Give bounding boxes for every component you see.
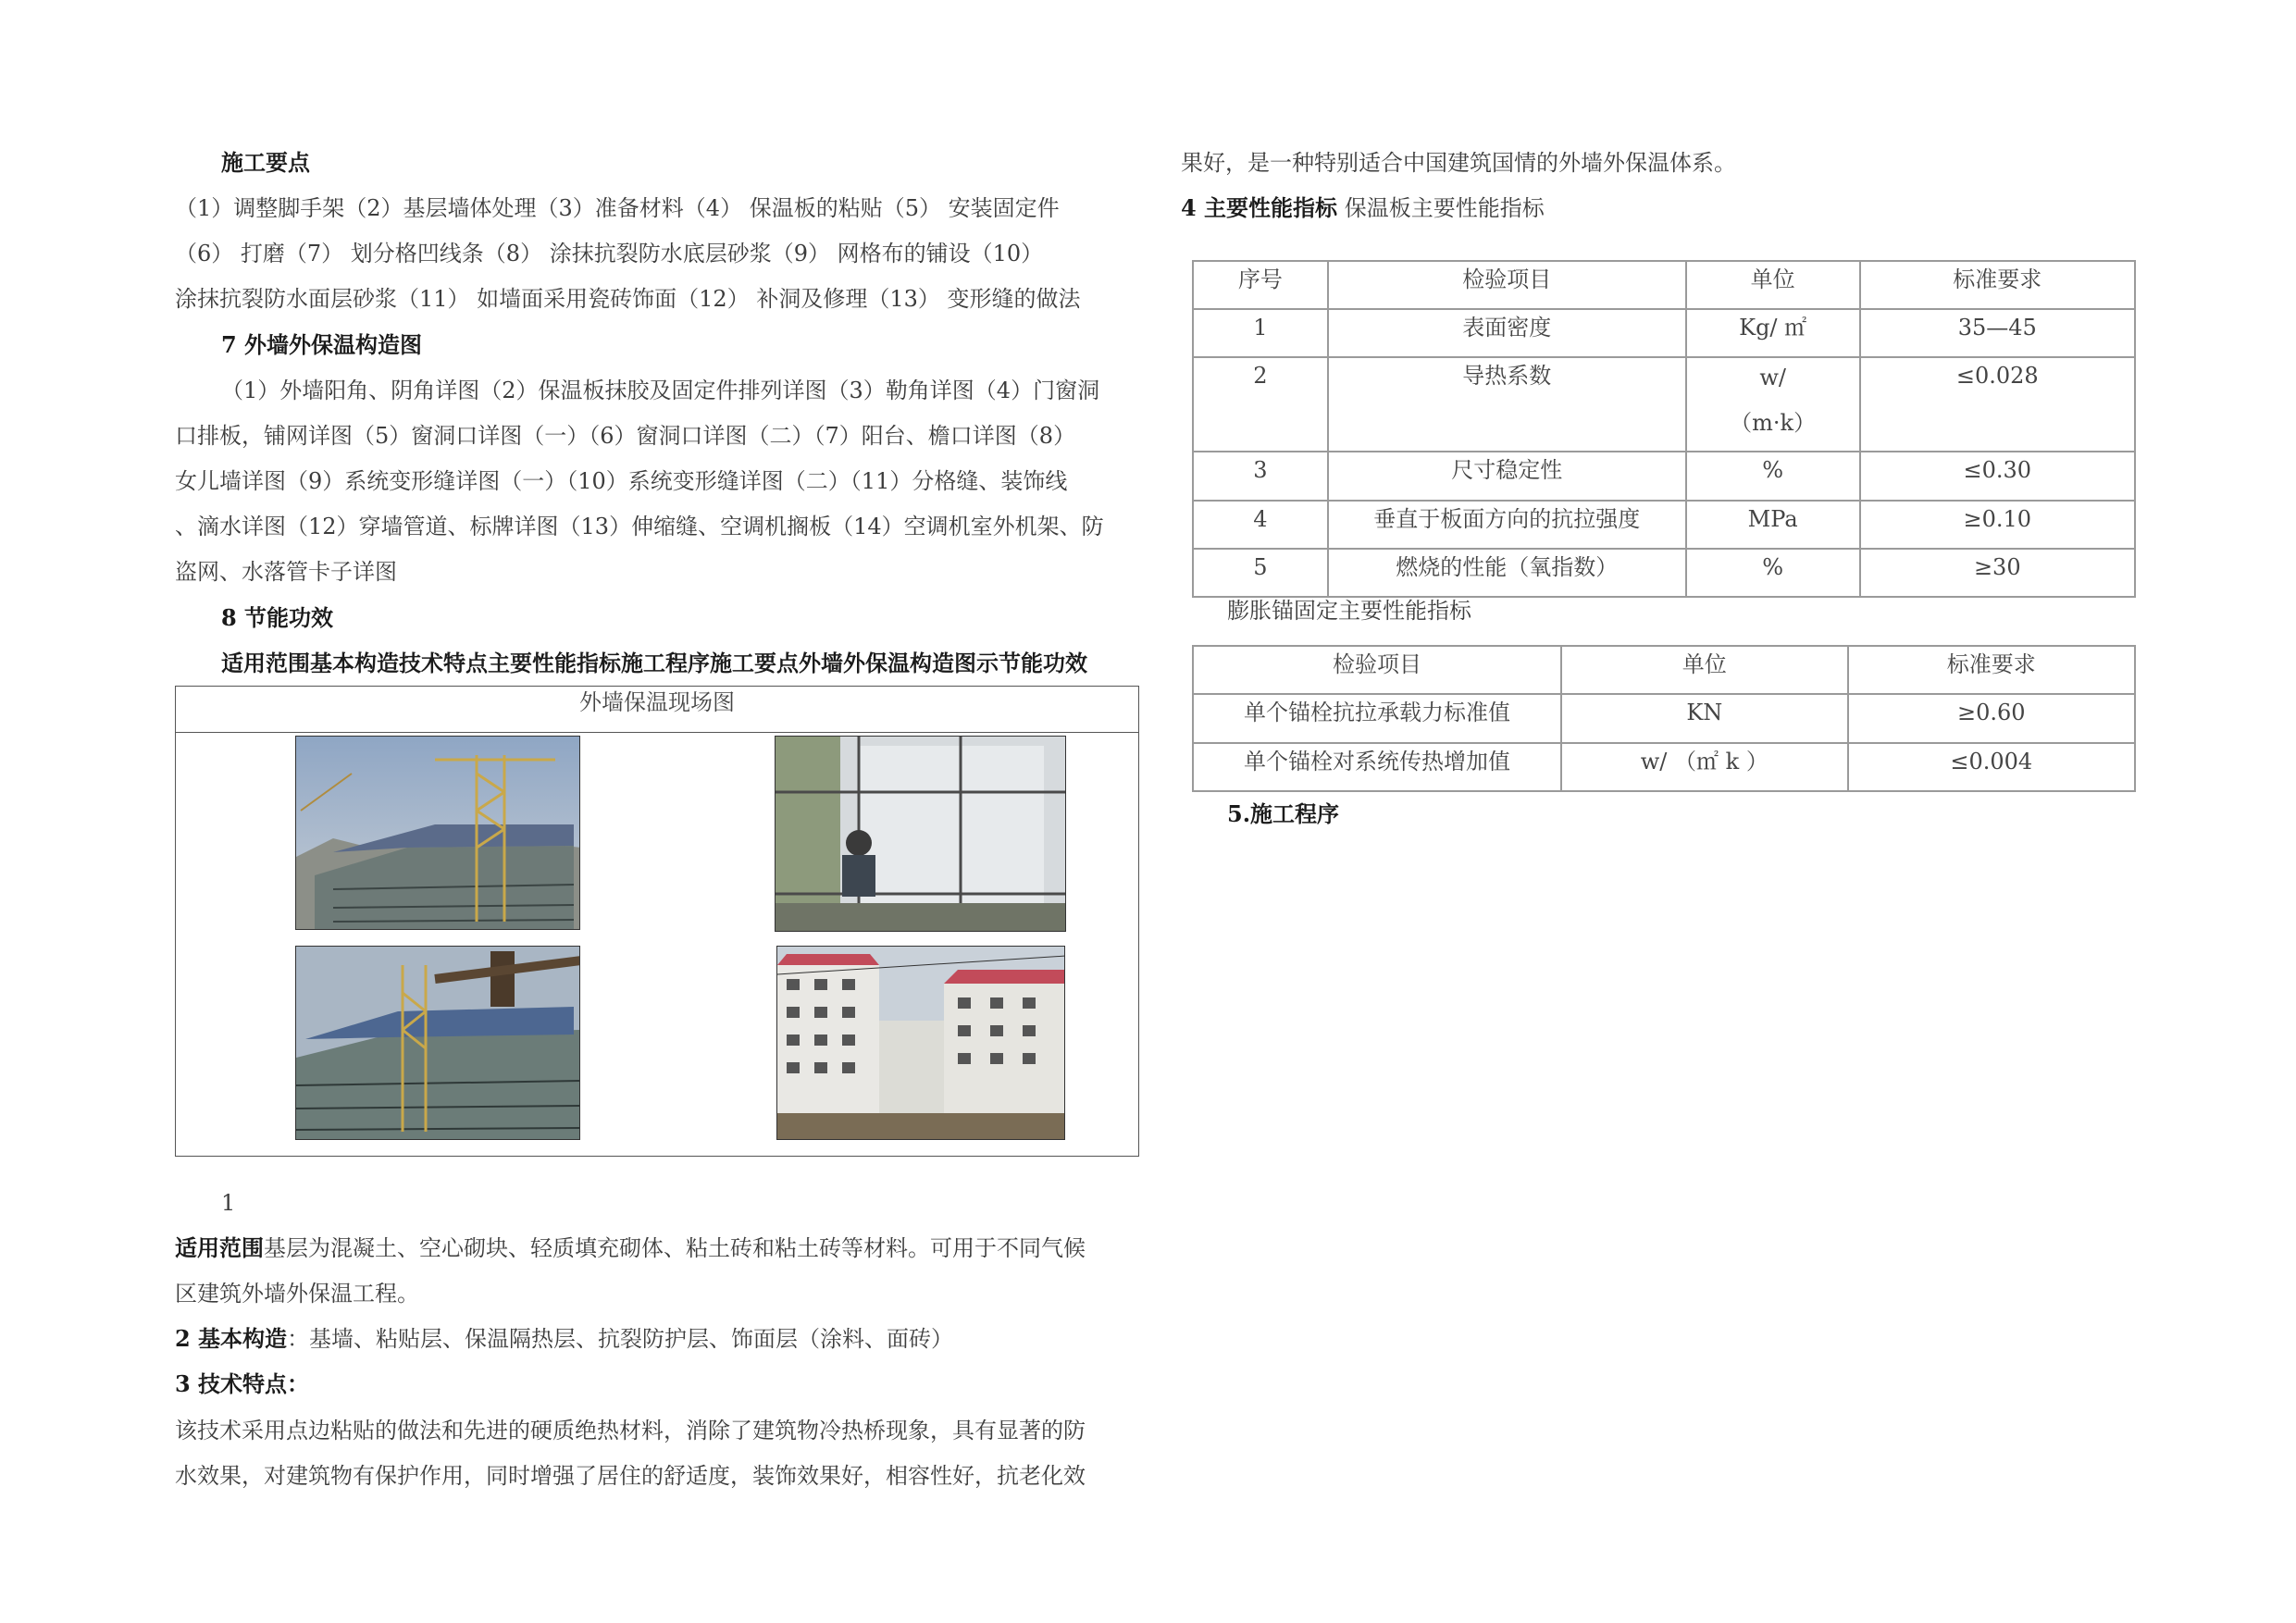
table1-cell-unit: Kg/ ㎡	[1686, 309, 1860, 357]
tech-line-2: 水效果，对建筑物有保护作用，同时增强了居住的舒适度，装饰效果好，相容性好，抗老化效	[175, 1463, 1086, 1489]
insulation-board-spec-table	[1192, 260, 2136, 598]
table1-cell-item: 表面密度	[1328, 309, 1686, 357]
table1-cell-no: 1	[1193, 309, 1328, 357]
scope-line-2: 区建筑外墙外保温工程。	[175, 1281, 419, 1307]
table1-cell-no: 5	[1193, 549, 1328, 597]
table1-cell-unit: MPa	[1686, 501, 1860, 549]
table1-header-unit: 单位	[1686, 261, 1860, 309]
table2-cell-unit: w/ （㎡ k ）	[1561, 743, 1847, 791]
photo-white-apartment-blocks	[776, 946, 1065, 1140]
tech-label: 3 技术特点：	[175, 1370, 310, 1397]
table1-header-item: 检验项目	[1328, 261, 1686, 309]
continued-text: 果好，是一种特别适合中国建筑国情的外墙外保温体系。	[1181, 150, 1736, 176]
table2-cell-unit: KN	[1561, 694, 1847, 743]
table1-cell-req: ≤0.30	[1860, 452, 2135, 501]
table1-cell-no: 3	[1193, 452, 1328, 501]
basic-label: 2 基本构造	[175, 1325, 288, 1352]
section7-line-1: （1）外墙阳角、阴角详图（2）保温板抹胶及固定件排列详图（3）勒角详图（4）门窗洞	[221, 378, 1100, 403]
table1-cell-req: 35—45	[1860, 309, 2135, 357]
basic-construction-line	[175, 1323, 953, 1355]
points-line-1: （1）调整脚手架（2）基层墙体处理（3）准备材料（4） 保温板的粘贴（5） 安装固定件	[175, 195, 1060, 221]
table1-cell-unit-line2: （m·k）	[1730, 410, 1817, 436]
anchor-spec-table	[1192, 645, 2136, 792]
table1-header-no: 序号	[1193, 261, 1328, 309]
table1-cell-no: 2	[1193, 357, 1328, 452]
table1-cell-item: 尺寸稳定性	[1328, 452, 1686, 501]
table1-header-req: 标准要求	[1860, 261, 2135, 309]
table1-cell-unit-line1: w/	[1759, 365, 1786, 390]
heading-4-text: 保温板主要性能指标	[1337, 195, 1545, 221]
section7-line-5: 盗网、水落管卡子详图	[175, 559, 397, 585]
photo-building-scaffold-blue-roof	[295, 946, 580, 1140]
table1-cell-req: ≥30	[1860, 549, 2135, 597]
photo-building-scaffold-crane	[295, 736, 580, 930]
heading-4-label: 4 主要性能指标	[1181, 194, 1338, 221]
table1-header-row	[1193, 261, 2135, 309]
table1-cell-unit	[1686, 357, 1860, 452]
section7-line-2: 口排板，铺网详图（5）窗洞口详图（一）（6）窗洞口详图（二）（7）阳台、檐口详图（8）	[175, 423, 1076, 449]
table2-header-req: 标准要求	[1848, 646, 2136, 694]
basic-text: ：基墙、粘贴层、保温隔热层、抗裂防护层、饰面层（涂料、面砖）	[287, 1326, 954, 1352]
summary-bold-line: 适用范围基本构造技术特点主要性能指标施工程序施工要点外墙外保温构造图示节能功效	[221, 650, 1087, 676]
table-row	[1193, 357, 2135, 452]
points-line-2: （6） 打磨（7） 划分格凹线条（8） 涂抹抗裂防水底层砂浆（9） 网格布的铺设（10）	[175, 241, 1044, 266]
photo-caption: 外墙保温现场图	[176, 687, 1138, 733]
table-row	[1193, 694, 2135, 743]
heading-section-4	[1181, 192, 1545, 224]
table2-header-item: 检验项目	[1193, 646, 1561, 694]
table1-cell-item: 导热系数	[1328, 357, 1686, 452]
heading-section-5: 5.施工程序	[1227, 800, 1340, 827]
points-line-3: 涂抹抗裂防水面层砂浆（11） 如墙面采用瓷砖饰面（12） 补洞及修理（13） 变形缝的做法	[175, 286, 1081, 312]
table-row	[1193, 549, 2135, 597]
table2-cell-req: ≤0.004	[1848, 743, 2136, 791]
heading-section-8: 8 节能功效	[221, 604, 334, 631]
table1-cell-no: 4	[1193, 501, 1328, 549]
photo-worker-insulation-panel	[775, 736, 1066, 932]
section-number-1: 1	[221, 1190, 236, 1216]
heading-section-7: 7 外墙外保温构造图	[221, 331, 423, 358]
scope-label: 适用范围	[175, 1234, 264, 1261]
table2-caption: 膨胀锚固定主要性能指标	[1227, 598, 1471, 624]
table1-cell-unit: %	[1686, 452, 1860, 501]
scope-text-1: 基层为混凝土、空心砌块、轻质填充砌体、粘土砖和粘土砖等材料。可用于不同气候	[264, 1235, 1086, 1261]
table2-cell-req: ≥0.60	[1848, 694, 2136, 743]
table-row	[1193, 452, 2135, 501]
section7-line-3: 女儿墙详图（9）系统变形缝详图（一）（10）系统变形缝详图（二）（11）分格缝、装饰线	[175, 468, 1068, 494]
tech-line-1: 该技术采用点边粘贴的做法和先进的硬质绝热材料，消除了建筑物冷热桥现象，具有显著的防	[175, 1418, 1086, 1443]
table1-cell-unit: %	[1686, 549, 1860, 597]
table1-cell-req: ≤0.028	[1860, 357, 2135, 452]
table2-header-unit: 单位	[1561, 646, 1847, 694]
table-row	[1193, 743, 2135, 791]
table2-header-row	[1193, 646, 2135, 694]
table-row	[1193, 309, 2135, 357]
section7-line-4: 、滴水详图（12）穿墙管道、标牌详图（13）伸缩缝、空调机搁板（14）空调机室外机架、防	[175, 514, 1104, 539]
scope-line-1	[175, 1233, 1086, 1264]
table-row	[1193, 501, 2135, 549]
photo-panel	[175, 686, 1139, 1157]
table1-cell-item: 垂直于板面方向的抗拉强度	[1328, 501, 1686, 549]
heading-construction-points: 施工要点	[221, 149, 310, 176]
table1-cell-item: 燃烧的性能（氧指数）	[1328, 549, 1686, 597]
table2-cell-item: 单个锚栓对系统传热增加值	[1193, 743, 1561, 791]
table2-cell-item: 单个锚栓抗拉承载力标准值	[1193, 694, 1561, 743]
table1-cell-req: ≥0.10	[1860, 501, 2135, 549]
